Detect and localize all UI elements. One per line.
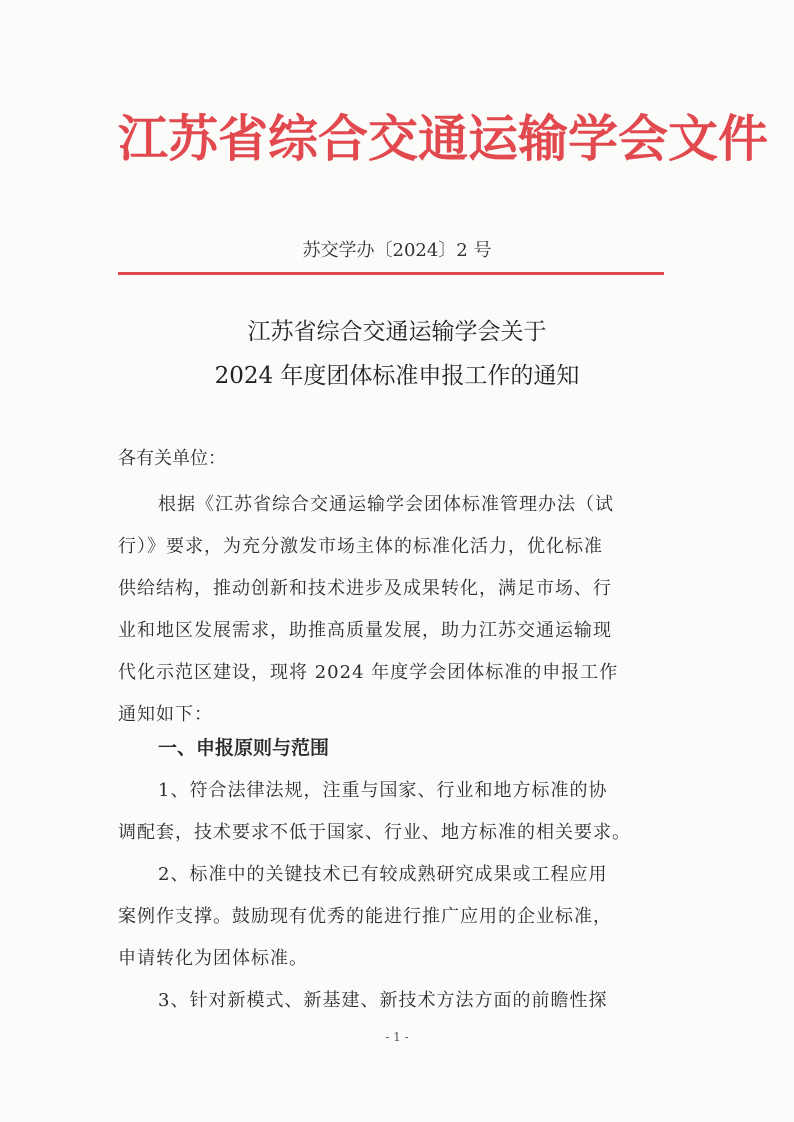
notice-title-line-1: 江苏省综合交通运输学会关于 [247, 319, 547, 345]
intro-line: 行）》要求，为充分激发市场主体的标准化活力，优化标准 [118, 536, 603, 557]
red-divider-line [118, 272, 664, 275]
section1-item-2 [118, 854, 678, 980]
intro-line: 业和地区发展需求，助推高质量发展，助力江苏交通运输现 [118, 620, 612, 641]
item-line: 1、符合法律法规，注重与国家、行业和地方标准的协 [158, 780, 608, 801]
intro-line: 供给结构，推动创新和技术进步及成果转化，满足市场、行 [118, 578, 612, 599]
item-line: 申请转化为团体标准。 [118, 948, 308, 969]
item-line: 案例作支撑。鼓励现有优秀的能进行推广应用的企业标准， [118, 906, 612, 927]
salutation: 各有关单位： [118, 448, 226, 469]
document-number: 苏交学办〔2024〕2 号 [302, 240, 492, 261]
intro-line: 通知如下： [118, 704, 213, 725]
item-line: 2、标准中的关键技术已有较成熟研究成果或工程应用 [158, 864, 608, 885]
section-heading-1: 一、申报原则与范围 [158, 737, 330, 759]
notice-title [0, 310, 794, 398]
item-line: 3、针对新模式、新基建、新技术方法方面的前瞻性探 [158, 990, 608, 1011]
page-number: - 1 - [385, 1030, 409, 1044]
intro-line: 代化示范区建设，现将 2024 年度学会团体标准的申报工作 [118, 662, 619, 683]
section1-item-3 [118, 980, 678, 1022]
org-header-title: 江苏省综合交通运输学会文件 [118, 109, 768, 168]
intro-paragraph [118, 484, 678, 736]
notice-title-line-2: 2024 年度团体标准申报工作的通知 [214, 363, 580, 389]
item-line: 调配套，技术要求不低于国家、行业、地方标准的相关要求。 [118, 822, 631, 843]
intro-line: 根据《江苏省综合交通运输学会团体标准管理办法（试 [158, 494, 614, 515]
section1-item-1 [118, 770, 678, 854]
